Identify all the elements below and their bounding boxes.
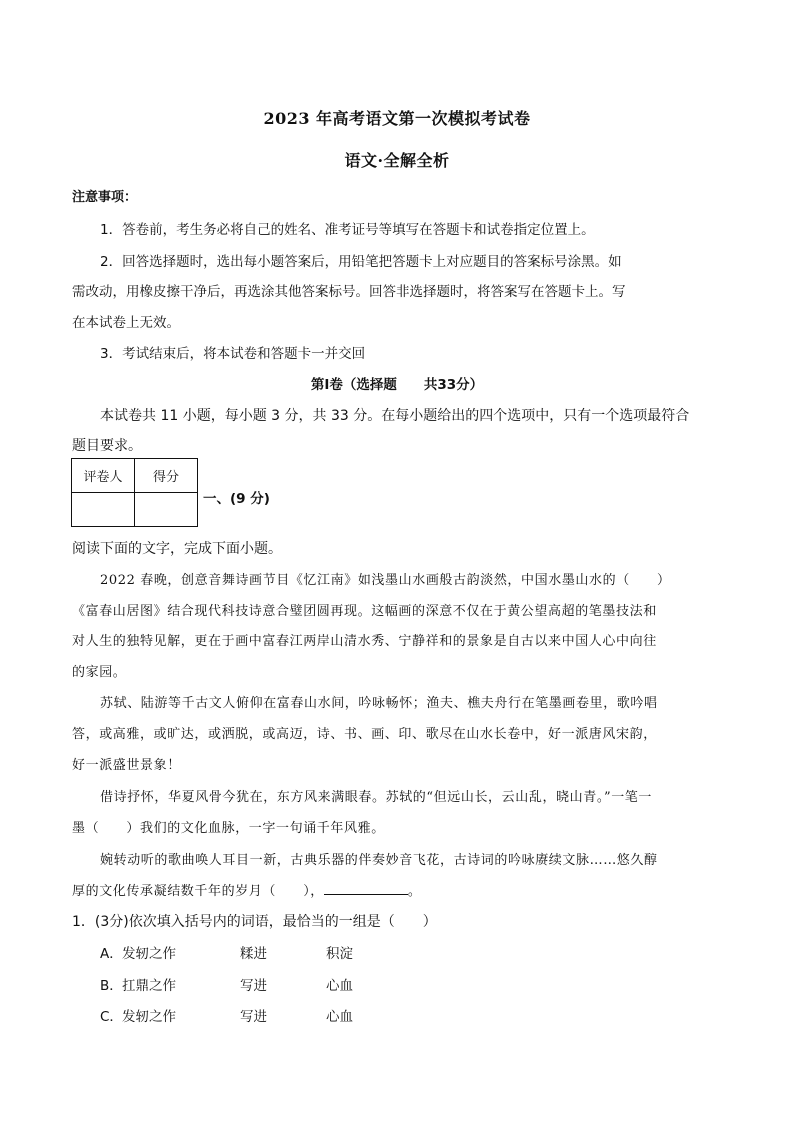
passage-line-11-end: 。 xyxy=(407,884,422,899)
passage-line-6: 答，或高雅，或旷达，或洒脱，或高迈，诗、书、画、印、歌尽在山水长卷中，好一派唐风宋韵， xyxy=(72,727,657,742)
notice-item-2-end: 在本试卷上无效。 xyxy=(72,315,180,331)
passage-line-5: 苏轼、陆游等千古文人俯仰在富春山水间，吟咏畅怀；渔夫、樵夫舟行在笔墨画卷里，歌吟唱 xyxy=(100,696,658,711)
exam-title: 2023 年高考语文第一次模拟考试卷 xyxy=(263,109,531,128)
exam-subtitle: 语文·全解全析 xyxy=(344,151,450,170)
passage-line-8: 借诗抒怀，华夏风骨今犹在，东方风来满眼春。苏轼的“但远山长，云山乱，晓山青。”一笔一 xyxy=(100,790,652,805)
passage-line-11-text: 厚的文化传承凝结数千年的岁月（ ）， xyxy=(72,884,324,899)
option-a-word-2: 糅进 xyxy=(240,946,267,962)
answer-blank xyxy=(324,882,408,895)
option-b-word-3: 心血 xyxy=(326,978,353,994)
option-a-letter: A． xyxy=(100,946,123,962)
option-c-word-3: 心血 xyxy=(326,1009,353,1025)
passage-line-9: 墨（ ）我们的文化血脉，一字一句诵千年风雅。 xyxy=(72,821,385,836)
passage-line-3: 对人生的独特见解，更在于画中富春江两岸山清水秀、宁静祥和的景象是自古以来中国人心中向往 xyxy=(72,634,657,649)
reading-instruction: 阅读下面的文字，完成下面小题。 xyxy=(72,541,282,557)
option-b-letter: B． xyxy=(100,978,123,994)
part-one-heading: 一、(9 分) xyxy=(203,491,270,507)
score-table-header-grader: 评卷人 xyxy=(72,459,135,493)
passage-line-11 xyxy=(72,880,722,899)
notice-item-2-cont: 需改动，用橡皮擦干净后，再选涂其他答案标号。回答非选择题时，将答案写在答题卡上。写 xyxy=(72,284,626,300)
question-1-stem: 1．(3分)依次填入括号内的词语，最恰当的一组是（ ） xyxy=(72,914,437,930)
option-b-word-1: 扛鼎之作 xyxy=(122,978,176,994)
passage-line-7: 好一派盛世景象！ xyxy=(72,758,181,773)
section-intro-end: 题目要求。 xyxy=(72,438,142,454)
score-table xyxy=(71,458,198,527)
notice-item-3: 3．考试结束后，将本试卷和答题卡一并交回 xyxy=(100,346,366,362)
option-c-word-2: 写进 xyxy=(240,1009,267,1025)
passage-line-10: 婉转动听的歌曲唤人耳目一新，古典乐器的伴奏妙音飞花，古诗词的吟咏赓续文脉……悠久醇 xyxy=(100,853,658,868)
notice-heading: 注意事项： xyxy=(72,190,138,205)
option-c-letter: C． xyxy=(100,1009,123,1025)
option-a-word-3: 积淀 xyxy=(326,946,353,962)
section-heading: 第Ⅰ卷（选择题 共33分） xyxy=(310,377,484,393)
notice-item-2: 2．回答选择题时，选出每小题答案后，用铅笔把答题卡上对应题目的答案标号涂黑。如 xyxy=(100,254,622,270)
section-intro: 本试卷共 11 小题，每小题 3 分，共 33 分。在每小题给出的四个选项中，只有一个选项最符合 xyxy=(100,408,690,424)
passage-line-1: 2022 春晚，创意音舞诗画节目《忆江南》如浅墨山水画般古韵淡然，中国水墨山水的（ ） xyxy=(100,573,671,588)
passage-line-4: 的家园。 xyxy=(72,665,127,680)
option-b-word-2: 写进 xyxy=(240,978,267,994)
option-c-word-1: 发轫之作 xyxy=(122,1009,176,1025)
passage-line-2: 《富春山居图》结合现代科技诗意合璧团圆再现。这幅画的深意不仅在于黄公望高超的笔墨技法和 xyxy=(72,604,657,619)
score-table-grader-cell xyxy=(72,493,135,527)
score-table-score-cell xyxy=(135,493,198,527)
option-a-word-1: 发轫之作 xyxy=(122,946,176,962)
score-table-header-score: 得分 xyxy=(135,459,198,493)
notice-item-1: 1．答卷前，考生务必将自己的姓名、准考证号等填写在答题卡和试卷指定位置上。 xyxy=(100,222,595,238)
